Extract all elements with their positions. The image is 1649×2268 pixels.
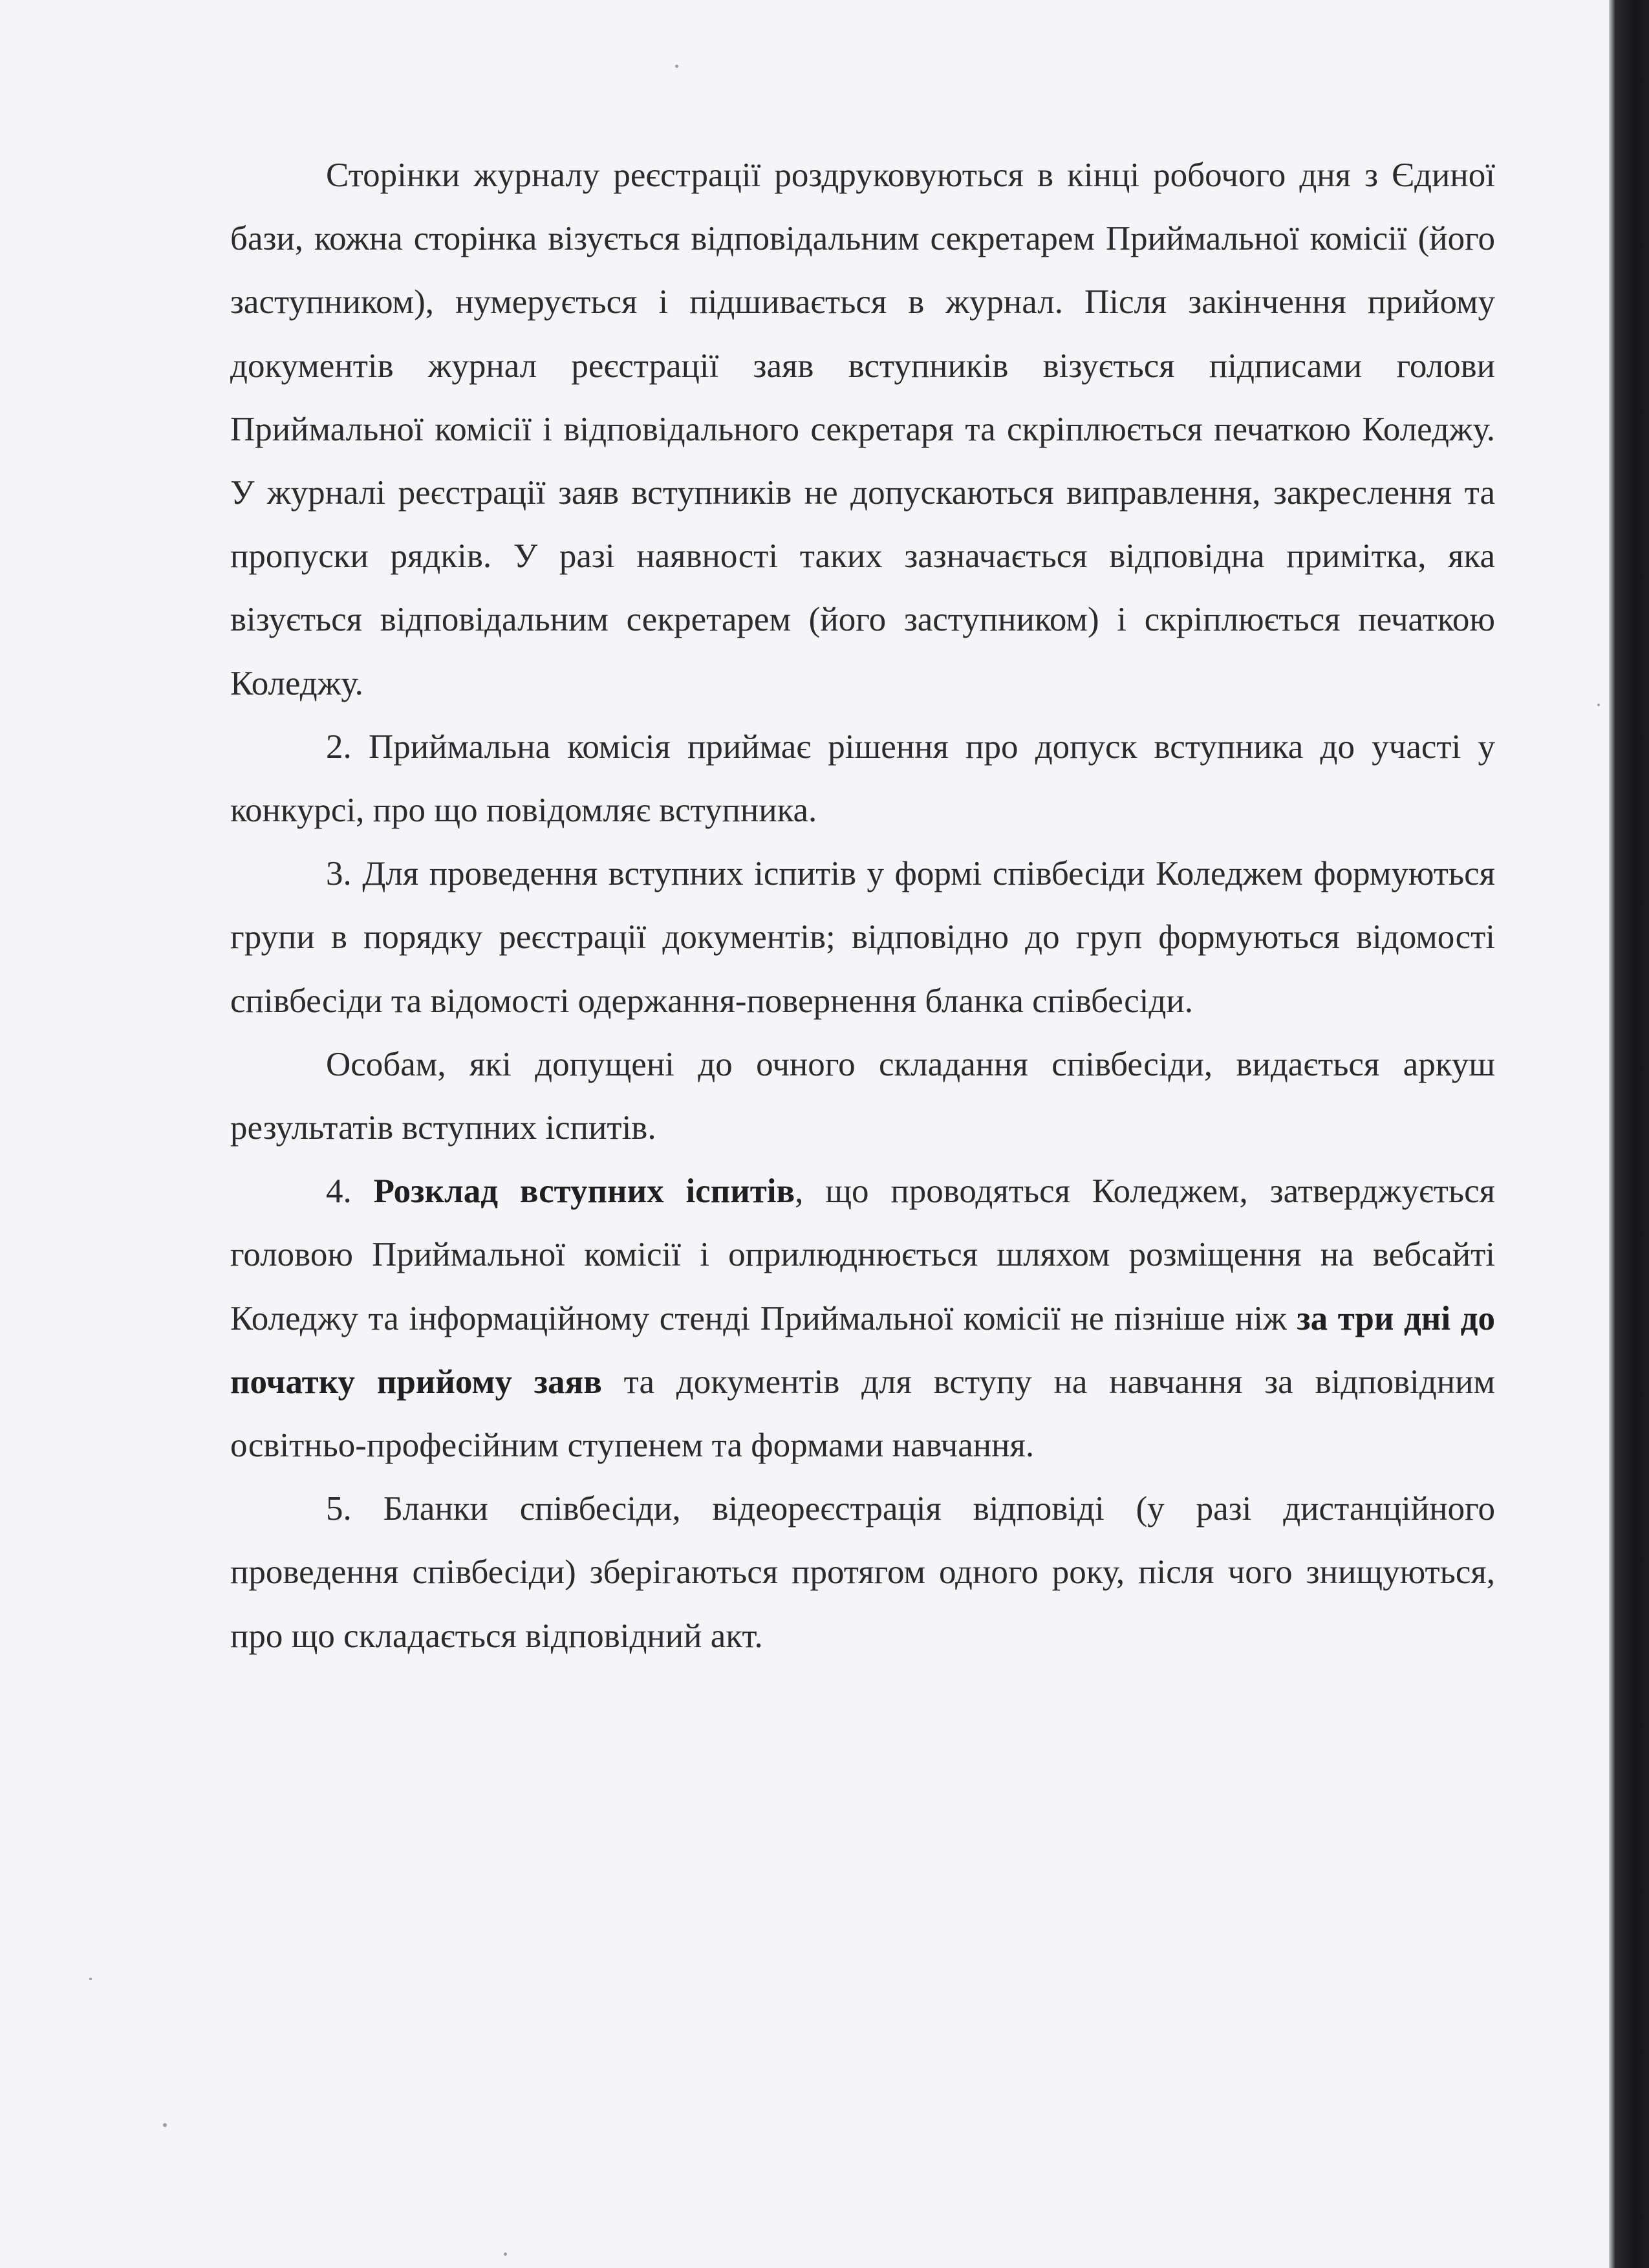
paragraph-journal-registration [230,144,1495,715]
paragraph-item-2 [230,715,1495,842]
text-segment: 4. [326,1172,374,1211]
text-segment: та документів для вступу на навчання за відповідним освітньо-професійним ступенем та формами навчання. [230,1363,1495,1465]
document-body [230,144,1495,1668]
scan-speck [675,65,678,68]
text-segment: 2. Приймальна комісія приймає рішення про допуск вступника до участі у конкурсі, про що повідомляє вступника. [230,728,1495,830]
scan-speck [163,2123,167,2127]
scan-speck [89,1978,92,1980]
bold-term-deadline: за три дні до початку прийому заяв [230,1299,1495,1401]
text-segment: Особам, які допущені до очного складання співбесіди, видається аркуш результатів вступних іспитів. [230,1045,1495,1147]
scan-speck [504,2252,507,2256]
text-segment: Сторінки журналу реєстрації роздруковуються в кінці робочого дня з Єдиної бази, кожна сторінка візується відповідальним секретарем Приймальної комісії (його заступником), нумерується і підшивається в журнал. Після закінчення прийому документів журнал реєстрації заяв вступників візується підписами голови Приймальної комісії і відповідального секретаря та скріплюється печаткою Коледжу. У журналі реєстрації заяв вступників не допускаються виправлення, закреслення та пропуски рядків. У разі наявності таких зазначається відповідна примітка, яка візується відповідальним секретарем (його заступником) і скріплюється печаткою Коледжу. [230,157,1495,702]
text-segment: 5. Бланки співбесіди, відеореєстрація відповіді (у разі дистанційного проведення співбесіди) зберігаються протягом одного року, після чого знищуються, про що складається відповідний акт. [230,1490,1495,1655]
paragraph-item-5 [230,1477,1495,1668]
paragraph-item-3 [230,842,1495,1033]
scanner-dark-edge [1609,0,1649,2268]
scan-speck [1597,704,1600,706]
text-segment: , що проводяться Коледжем, затверджується головою Приймальної комісії і оприлюднюється шляхом розміщення на вебсайті Коледжу та інформаційному стенді Приймальної комісії не пізніше ніж [230,1172,1495,1337]
paragraph-item-4 [230,1160,1495,1477]
bold-term-exam-schedule: Розклад вступних іспитів [373,1172,795,1211]
paragraph-results-sheet [230,1033,1495,1160]
text-segment: 3. Для проведення вступних іспитів у формі співбесіди Коледжем формуються групи в порядку реєстрації документів; відповідно до груп формуються відомості співбесіди та відомості одержання-повернення бланка співбесіди. [230,855,1495,1020]
